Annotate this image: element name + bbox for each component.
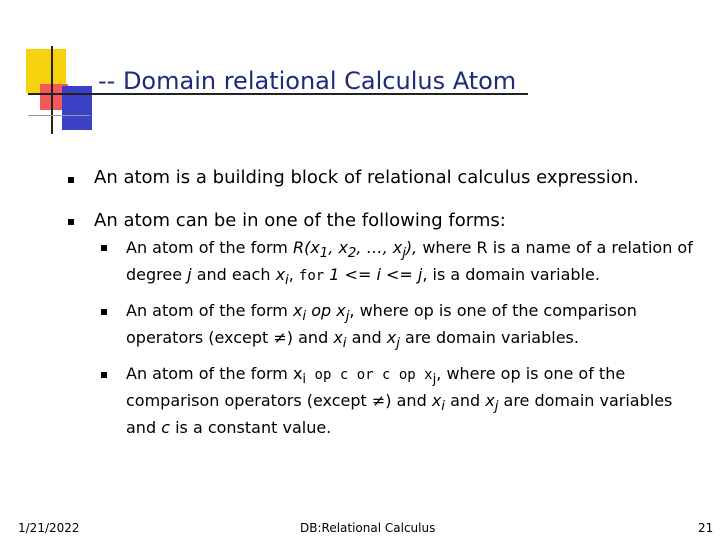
text-run: R(x (292, 238, 320, 257)
subscript: j (396, 336, 400, 352)
text-run: ), (405, 238, 418, 257)
sub-bullet-1 (126, 237, 706, 291)
decor-horizontal-line-short (28, 115, 90, 116)
sub-bullet-3 (126, 363, 706, 438)
sub-bullet-marker (101, 309, 107, 315)
text-run: and each (191, 265, 276, 285)
text-run: c (161, 418, 170, 438)
subscript: i (441, 399, 445, 415)
text-run: , …, x (356, 238, 403, 257)
text-run: are domain variables. (399, 328, 579, 348)
text-run: op c or c op x (306, 367, 433, 383)
text-run: An atom of the form (126, 364, 293, 383)
subscript: i (302, 372, 307, 388)
text-run: where R is a name of a relation of degree (126, 238, 693, 285)
subscript: j (432, 372, 437, 388)
decor-vertical-line (51, 46, 53, 134)
subscript: 2 (347, 246, 357, 262)
subscript: i (302, 309, 307, 325)
subscript: i (342, 336, 347, 352)
bullet-2: An atom can be in one of the following forms: (94, 210, 506, 231)
bullet-marker (68, 219, 74, 225)
text-run: x (333, 328, 343, 348)
sub-bullet-marker (101, 372, 107, 378)
text-run: j (187, 265, 192, 285)
text-run: , (288, 265, 299, 285)
text-run: for (298, 268, 325, 285)
text-run: x (485, 391, 495, 411)
slide-title: -- Domain relational Calculus Atom (98, 67, 517, 95)
sub-bullet-2 (126, 300, 706, 354)
text-run: and (346, 328, 387, 348)
text-run: , is a domain variable. (422, 265, 600, 285)
text-run: An atom of the form (126, 301, 293, 320)
text-run: are domain variables and (126, 391, 673, 438)
text-run: x (431, 391, 442, 411)
subscript: 1 (319, 246, 329, 262)
footer-date: 1/21/2022 (18, 521, 80, 535)
bullet-marker (68, 177, 74, 183)
text-run: An atom of the form (126, 238, 293, 257)
text-run: op x (306, 301, 346, 320)
bullet-1: An atom is a building block of relational calculus expression. (94, 167, 639, 188)
text-run: x (292, 301, 303, 320)
text-run: x (386, 328, 397, 348)
text-run: 1 <= i <= j (324, 265, 423, 285)
sub-bullet-marker (101, 245, 107, 251)
text-run: x (275, 265, 286, 285)
subscript: i (285, 273, 289, 289)
text-run: x (292, 364, 303, 383)
text-run: and (444, 391, 486, 411)
text-run: , where op is one of the comparison operators (except ≠) and (126, 301, 637, 348)
text-run: is a constant value. (169, 418, 332, 438)
text-run: , where op is one of the comparison operators (except ≠) and (126, 364, 626, 411)
subscript: j (345, 309, 350, 325)
page-number: 21 (698, 521, 714, 535)
text-run: , x (328, 238, 348, 257)
subscript: j (494, 399, 499, 415)
footer-title: DB:Relational Calculus (300, 521, 436, 535)
subscript: j (402, 246, 406, 262)
